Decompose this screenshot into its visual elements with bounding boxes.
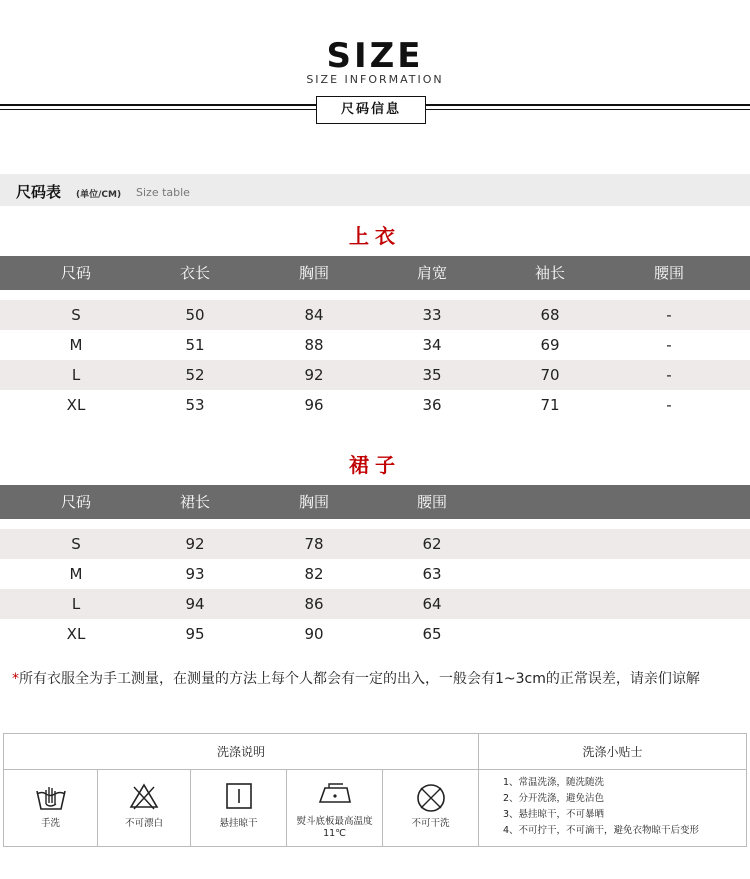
header-cell: 腰围 [653,264,684,282]
table-cell: M [69,336,83,354]
note-star: * [12,671,19,687]
table-cell: 65 [422,625,442,643]
table-cell: 52 [185,366,205,384]
table-row [0,619,750,649]
table-cell: 82 [304,565,324,583]
table-cell: 36 [422,396,442,414]
header-cell: 尺码 [60,493,91,511]
table-cell: 95 [185,625,205,643]
table-cell: 64 [422,595,442,613]
size-info-label: 尺码信息 [316,96,426,124]
care-item [383,770,479,846]
note-text: 所有衣服全为手工测量，在测量的方法上每个人都会有一定的出入，一般会有1~3cm的正常误差，请亲们谅解 [19,671,700,687]
list-item: 1、常温洗涤，随洗随洗 [503,777,605,788]
table-row [0,559,750,589]
care-label: 手洗 [40,818,60,829]
table-cell: 53 [185,396,205,414]
table-cell: 34 [422,336,442,354]
top-table-title: 上衣 [349,224,401,248]
table-cell: L [71,366,81,384]
header-cell: 腰围 [416,493,447,511]
care-tips-list [479,770,746,846]
table-cell: - [666,306,672,324]
table-row [0,589,750,619]
table-cell: XL [66,625,86,643]
table-cell: 84 [304,306,324,324]
table-cell: XL [66,396,86,414]
measurement-note [12,668,747,688]
list-item: 3、悬挂晾干，不可暴晒 [503,809,605,820]
skirt-table-title: 裙子 [349,453,401,477]
header-cell: 胸围 [298,264,329,282]
size-subtitle: SIZE INFORMATION [306,73,444,86]
care-label: 不可干洗 [411,818,450,829]
size-title: SIZE [326,36,424,76]
table-cell: S [71,535,81,553]
table-cell: 78 [304,535,324,553]
care-instructions-header: 洗涤说明 [4,734,479,770]
header-cell: 胸围 [298,493,329,511]
table-cell: 94 [185,595,205,613]
table-cell: - [666,366,672,384]
table-cell: 62 [422,535,442,553]
care-item [98,770,191,846]
table-cell: 50 [185,306,205,324]
table-cell: 63 [422,565,442,583]
table-row [0,330,750,360]
care-item [4,770,98,846]
table-cell: - [666,336,672,354]
list-item: 4、不可拧干，不可滴干，避免衣物晾干后变形 [503,825,700,836]
table-row [0,360,750,390]
table-cell: 69 [540,336,560,354]
table-cell: L [71,595,81,613]
table-cell: 71 [540,396,560,414]
section-english: Size table [136,186,190,199]
table-cell: 35 [422,366,442,384]
top-table-header [0,256,750,290]
table-cell: 93 [185,565,205,583]
care-panel [3,733,747,847]
care-label: 熨斗底板最高温度11℃ [296,816,373,839]
hang-dry-icon [225,782,253,810]
care-tips-header: 洗涤小贴士 [479,734,746,770]
table-cell: 88 [304,336,324,354]
size-table-bar [0,174,750,206]
iron-icon [317,782,353,806]
table-row [0,300,750,330]
size-header [0,0,750,140]
table-cell: 96 [304,396,324,414]
header-cell: 袖长 [534,264,565,282]
section-title: 尺码表 [16,183,62,201]
list-item: 2、分开洗涤，避免沾色 [503,793,605,804]
care-label: 悬挂晾干 [219,818,258,829]
table-cell: 92 [304,366,324,384]
hand-wash-icon [34,782,68,812]
table-cell: 68 [540,306,560,324]
table-cell: 92 [185,535,205,553]
table-cell: 86 [304,595,324,613]
care-label: 不可漂白 [124,818,163,829]
no-dry-clean-icon [415,782,447,814]
table-row [0,529,750,559]
header-cell: 衣长 [179,264,210,282]
header-cell: 尺码 [60,264,91,282]
table-cell: M [69,565,83,583]
table-cell: - [666,396,672,414]
no-bleach-icon [129,782,159,810]
table-cell: 51 [185,336,205,354]
header-cell: 肩宽 [416,264,447,282]
table-cell: 33 [422,306,442,324]
care-item [287,770,383,846]
section-unit: (单位/CM) [76,190,122,200]
skirt-table-header [0,485,750,519]
table-cell: 90 [304,625,324,643]
header-cell: 裙长 [179,493,210,511]
care-item [191,770,287,846]
table-cell: S [71,306,81,324]
table-cell: 70 [540,366,560,384]
table-row [0,390,750,420]
